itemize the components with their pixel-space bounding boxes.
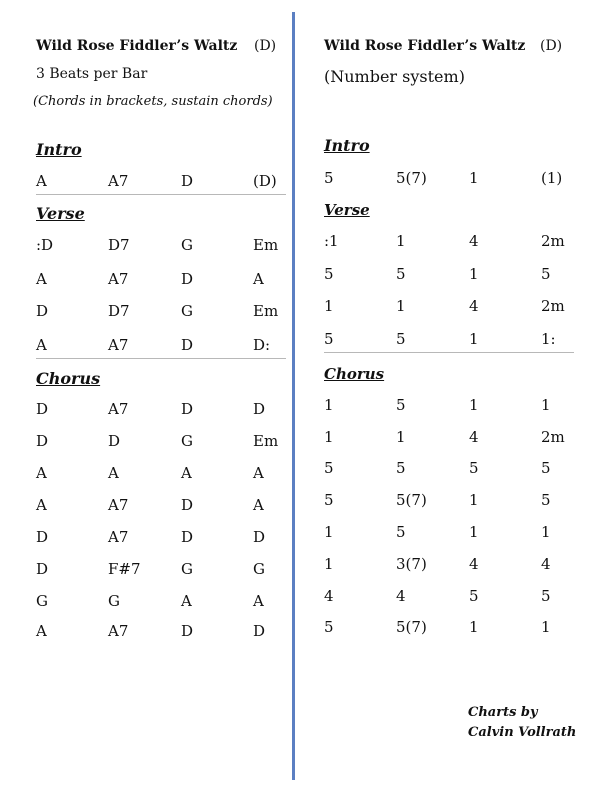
chord-cell: A: [36, 464, 47, 482]
chord-cell: 5: [324, 618, 334, 636]
chord-cell: D7: [108, 236, 130, 254]
chord-cell: 1: [324, 428, 334, 446]
page-title: Wild Rose Fiddler’s Waltz: [36, 38, 238, 54]
chord-cell: 5: [324, 491, 334, 509]
chord-cell: 5: [324, 169, 334, 187]
chord-cell: A7: [108, 496, 129, 514]
chord-cell: 5(7): [396, 491, 427, 509]
chord-cell: A: [36, 172, 47, 190]
chord-cell: 5(7): [396, 618, 427, 636]
chord-cell: Em: [253, 302, 279, 320]
chord-cell: 1: [541, 618, 551, 636]
chord-cell: 5: [324, 265, 334, 283]
chord-row: [324, 232, 574, 254]
chord-cell: D7: [108, 302, 130, 320]
chord-cell: 1: [396, 428, 406, 446]
chorus-heading: Chorus: [324, 365, 385, 383]
intro-heading: Intro: [324, 136, 370, 155]
chord-cell: G: [181, 560, 193, 578]
chord-row: [324, 523, 574, 545]
chord-cell: D: [181, 400, 194, 418]
chord-row: [324, 555, 574, 577]
chord-cell: 4: [324, 587, 334, 605]
song-key: (D): [254, 38, 277, 54]
chord-cell: 5: [541, 459, 551, 477]
chord-row: [36, 336, 286, 359]
chord-row: [36, 496, 286, 518]
chord-cell: G: [108, 592, 120, 610]
chord-cell: 1: [541, 396, 551, 414]
chord-cell: 1: [469, 491, 479, 509]
chord-cell: A: [253, 464, 264, 482]
chord-cell: 5: [469, 587, 479, 605]
chord-cell: A7: [108, 528, 129, 546]
chord-cell: 4: [469, 555, 479, 573]
chord-cell: A: [36, 622, 47, 640]
chord-cell: Em: [253, 236, 279, 254]
chord-cell: Em: [253, 432, 279, 450]
column-divider: [292, 12, 295, 780]
chord-cell: 1: [324, 396, 334, 414]
chord-cell: 4: [541, 555, 551, 573]
chord-cell: D: [36, 432, 49, 450]
chord-cell: 4: [469, 428, 479, 446]
chord-row: [324, 297, 574, 319]
chord-cell: D: [181, 172, 194, 190]
chord-cell: 1: [469, 618, 479, 636]
chord-cell: A7: [108, 270, 129, 288]
chord-cell: 1: [469, 523, 479, 541]
chord-cell: 5: [396, 523, 406, 541]
chord-cell: 1: [469, 265, 479, 283]
chord-row: [36, 172, 286, 195]
chord-cell: 2m: [541, 232, 565, 250]
chord-cell: A: [253, 496, 264, 514]
chord-cell: 1: [396, 232, 406, 250]
chord-cell: D: [36, 302, 49, 320]
chord-cell: 4: [469, 297, 479, 315]
chord-cell: A: [36, 336, 47, 354]
chord-cell: A7: [108, 336, 129, 354]
chord-cell: 1: [469, 330, 479, 348]
chord-row: [324, 587, 574, 609]
chord-cell: 5: [396, 396, 406, 414]
chord-row: [324, 169, 574, 191]
chord-cell: 5: [396, 265, 406, 283]
chord-cell: A7: [108, 172, 129, 190]
credit-line: Charts by: [468, 705, 538, 720]
chord-cell: 1: [469, 169, 479, 187]
chord-cell: A: [253, 270, 264, 288]
chord-row: [324, 330, 574, 353]
chord-cell: D: [181, 622, 194, 640]
chord-row: [36, 302, 286, 324]
chord-row: [324, 428, 574, 450]
chord-cell: A: [253, 592, 264, 610]
chord-cell: 5: [541, 491, 551, 509]
song-key: (D): [540, 38, 563, 54]
chord-cell: D: [36, 400, 49, 418]
chord-cell: A: [36, 496, 47, 514]
chord-cell: A: [36, 270, 47, 288]
chord-bracket-note: (Chords in brackets, sustain chords): [33, 94, 273, 109]
chord-cell: D: [36, 528, 49, 546]
chord-cell: 5: [324, 330, 334, 348]
chord-cell: 2m: [541, 428, 565, 446]
verse-heading: Verse: [324, 201, 370, 219]
chord-row: [36, 270, 286, 292]
chord-cell: G: [181, 236, 193, 254]
chord-cell: D: [253, 400, 266, 418]
chord-cell: D: [36, 560, 49, 578]
chord-row: [36, 622, 286, 644]
chord-cell: 5: [324, 459, 334, 477]
chord-cell: A: [181, 592, 192, 610]
chord-cell: D: [108, 432, 121, 450]
chord-cell: 5: [396, 459, 406, 477]
chord-cell: D: [181, 528, 194, 546]
time-signature-note: 3 Beats per Bar: [36, 66, 148, 82]
chord-cell: A: [108, 464, 119, 482]
credit-name: Calvin Vollrath: [468, 725, 577, 740]
chord-cell: 1: [469, 396, 479, 414]
chord-cell: 4: [396, 587, 406, 605]
chord-cell: D: [181, 496, 194, 514]
chord-row: [36, 236, 286, 258]
chord-cell: :1: [324, 232, 339, 250]
chord-cell: 5: [541, 265, 551, 283]
chord-row: [36, 400, 286, 422]
chord-cell: :D: [36, 236, 54, 254]
chord-cell: 5: [469, 459, 479, 477]
chord-row: [324, 265, 574, 287]
chord-cell: 3(7): [396, 555, 427, 573]
chord-cell: G: [36, 592, 48, 610]
chart-credit: [468, 703, 576, 743]
chord-cell: A: [181, 464, 192, 482]
chord-row: [324, 491, 574, 513]
verse-heading: Verse: [36, 204, 85, 223]
chord-cell: F#7: [108, 560, 141, 578]
chord-row: [324, 459, 574, 481]
chord-cell: D:: [253, 336, 271, 354]
chord-row: [324, 396, 574, 418]
chord-cell: G: [181, 432, 193, 450]
chord-cell: G: [181, 302, 193, 320]
chord-row: [36, 560, 286, 582]
intro-heading: Intro: [36, 140, 82, 159]
chord-row: [36, 464, 286, 486]
chord-cell: G: [253, 560, 265, 578]
chord-cell: D: [181, 270, 194, 288]
chord-cell: 1: [324, 297, 334, 315]
chord-row: [36, 528, 286, 550]
chord-cell: 5: [396, 330, 406, 348]
chord-cell: 5: [541, 587, 551, 605]
chord-cell: 1: [324, 523, 334, 541]
chord-cell: D: [253, 528, 266, 546]
chord-cell: A7: [108, 622, 129, 640]
chord-cell: 1: [396, 297, 406, 315]
chord-row: [36, 432, 286, 454]
chord-cell: 2m: [541, 297, 565, 315]
chord-cell: D: [253, 622, 266, 640]
chord-cell: 1: [541, 523, 551, 541]
chorus-heading: Chorus: [36, 369, 101, 388]
chord-cell: A7: [108, 400, 129, 418]
number-system-note: (Number system): [324, 67, 465, 86]
chord-cell: 1: [324, 555, 334, 573]
chord-cell: 1:: [541, 330, 556, 348]
chord-cell: 5(7): [396, 169, 427, 187]
chord-cell: D: [181, 336, 194, 354]
chord-cell: (D): [253, 172, 277, 190]
chord-row: [324, 618, 574, 640]
chord-row: [36, 592, 286, 614]
page-title: Wild Rose Fiddler’s Waltz: [324, 38, 526, 54]
chord-cell: (1): [541, 169, 563, 187]
chord-cell: 4: [469, 232, 479, 250]
